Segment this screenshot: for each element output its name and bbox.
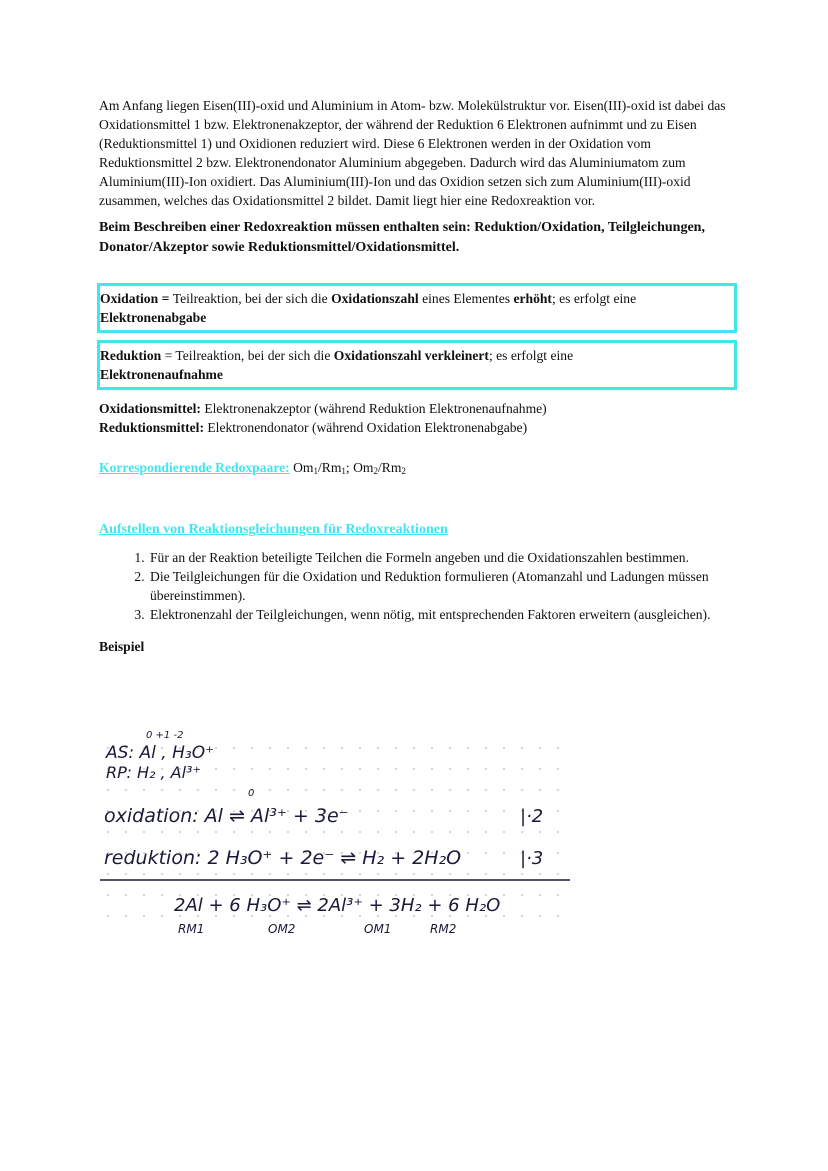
grid-dot [305,789,307,791]
grid-dot [233,747,235,749]
section-title: Aufstellen von Reaktionsgleichungen für Redoxreaktionen [99,522,448,537]
grid-dot [251,768,253,770]
grid-dot [161,789,163,791]
reduktion-strong-2: Elektronenaufnahme [100,367,223,382]
grid-dot [557,915,559,917]
grid-dot [431,747,433,749]
grid-dot [467,810,469,812]
grid-dot [521,831,523,833]
grid-dot [125,831,127,833]
grid-dot [233,768,235,770]
grid-dot [251,831,253,833]
grid-dot [503,873,505,875]
grid-dot [215,768,217,770]
grid-dot [359,747,361,749]
intro-paragraph: Am Anfang liegen Eisen(III)-oxid und Aluminium in Atom- bzw. Molekülstruktur vor. Eisen(III)-oxid ist dabei das Oxidationsmittel 1 bzw. Elektronenakzeptor, der während der Reduktion 6 Elektronen aufnimmt und zu Eisen (Reduktionsmittel 1) und Oxidionen reduziert wird. Diese 6 Elektronen werden in der Oxidation vom Reduktionsmittel 2 bzw. Elektronendonator Aluminium abgegeben. Dadurch wird das Aluminiumatom zum Aluminium(III)-Ion oxidiert. Das Aluminium(III)-Ion und das Oxidion setzen sich zum Aluminium(III)-oxid zusammen, welches das Oxidationsmittel 2 bildet. Damit liegt hier eine Redoxreaktion vor. [99,98,726,208]
list-item: 1. Für an der Reaktion beteiligte Teilchen die Formeln angeben und die Oxidationszahlen bestimmen. [148,548,739,567]
grid-dot [557,747,559,749]
grid-dot [503,768,505,770]
grid-dot [377,831,379,833]
hw-ox-numbers: 0 +1 -2 [146,730,184,741]
hw-reduktion-line: reduktion: 2 H₃O⁺ + 2e⁻ ⇌ H₂ + 2H₂O [104,847,462,869]
grid-dot [485,747,487,749]
redox-sep-3: / [377,460,382,475]
redox-om-1: Om [293,460,314,475]
grid-dot [197,789,199,791]
grid-dot [503,894,505,896]
grid-dot [539,768,541,770]
grid-dot [323,768,325,770]
grid-dot [125,873,127,875]
grid-dot [269,873,271,875]
grid-dot [287,768,289,770]
grid-dot [413,873,415,875]
grid-dot [359,768,361,770]
grid-dot [449,873,451,875]
hw-rp-line: RP: H₂ , Al³⁺ [106,763,201,782]
grid-dot [539,789,541,791]
grid-dot [161,831,163,833]
grid-dot [251,873,253,875]
grid-dot [413,747,415,749]
grid-dot [197,873,199,875]
hw-total-line: 2Al + 6 H₃O⁺ ⇌ 2Al³⁺ + 3H₂ + 6 H₂O [174,895,501,916]
hw-reduktion-factor: |·3 [520,848,544,869]
redox-om-2: Om [353,460,374,475]
grid-dot [467,831,469,833]
grid-dot [287,831,289,833]
grid-dot [413,789,415,791]
redoxpaare-label: Korrespondierende Redoxpaare: [99,460,290,475]
grid-dot [359,789,361,791]
reduktion-definition-box [97,340,737,390]
grid-dot [287,747,289,749]
grid-dot [107,831,109,833]
redox-sub-1: 1 [313,466,318,476]
grid-dot [449,747,451,749]
grid-dot [521,873,523,875]
grid-dot [413,768,415,770]
grid-dot [503,915,505,917]
grid-dot [557,768,559,770]
grid-dot [503,747,505,749]
grid-dot [341,768,343,770]
grid-dot [233,873,235,875]
grid-dot [467,747,469,749]
hw-as-line: AS: Al , H₃O⁺ [106,743,215,763]
oxidationsmittel-text: Elektronenakzeptor (während Reduktion Elektronenaufnahme) [200,401,547,416]
grid-dot [539,915,541,917]
oxidation-text-2: eines Elementes [418,291,514,306]
redox-sep-1: / [317,460,322,475]
grid-dot [485,873,487,875]
grid-dot [305,873,307,875]
hw-label-om2: OM2 [268,922,296,936]
hw-oxidation-zero: 0 [248,788,255,799]
grid-dot [431,810,433,812]
grid-dot [377,873,379,875]
grid-dot [125,894,127,896]
hw-label-om1: OM1 [364,922,392,936]
grid-dot [269,831,271,833]
grid-dot [413,831,415,833]
oxidation-strong-2: erhöht [513,291,552,306]
grid-dot [179,789,181,791]
grid-dot [161,873,163,875]
oxidation-term: Oxidation = [100,291,173,306]
grid-dot [449,810,451,812]
grid-dot [107,915,109,917]
oxidation-definition-box [97,283,737,333]
grid-dot [557,810,559,812]
grid-dot [323,789,325,791]
grid-dot [449,768,451,770]
grid-dot [431,831,433,833]
grid-dot [233,789,235,791]
grid-dot [287,873,289,875]
reduktionsmittel-term: Reduktionsmittel: [99,420,204,435]
grid-dot [431,789,433,791]
grid-dot [305,831,307,833]
grid-dot [359,810,361,812]
grid-dot [413,810,415,812]
grid-dot [395,810,397,812]
grid-dot [503,810,505,812]
oxidationsmittel-line [99,399,739,418]
grid-dot [539,894,541,896]
grid-dot [107,873,109,875]
list-item: 3. Elektronenzahl der Teilgleichungen, wenn nötig, mit entsprechenden Faktoren erweitern (ausgleichen). [148,605,739,624]
grid-dot [197,831,199,833]
grid-dot [395,873,397,875]
redox-sep-2: ; [345,460,354,475]
grid-dot [359,831,361,833]
grid-dot [485,852,487,854]
oxidation-text-3: ; es erfolgt eine [551,291,637,306]
grid-dot [125,789,127,791]
redox-rm-2: Rm [381,460,402,475]
grid-dot [215,831,217,833]
hw-label-rm1: RM1 [178,922,205,936]
grid-dot [521,747,523,749]
hw-oxidation-line: oxidation: Al ⇌ Al³⁺ + 3e⁻ [104,805,349,827]
grid-dot [215,789,217,791]
redoxpaare-line [99,458,739,481]
grid-dot [431,873,433,875]
redox-sub-4: 2 [401,466,406,476]
redox-rm-1: Rm [321,460,342,475]
steps-list [99,548,739,624]
reduktion-definition [100,346,734,384]
reduktion-text-1: = Teilreaktion, bei der sich die [161,348,334,363]
grid-dot [539,831,541,833]
grid-dot [557,894,559,896]
reduktion-strong-1: Oxidationszahl verkleinert [333,348,489,363]
grid-dot [467,873,469,875]
reduktion-term: Reduktion [100,348,162,363]
grid-dot [377,810,379,812]
grid-dot [269,789,271,791]
grid-dot [503,789,505,791]
grid-dot [251,747,253,749]
grid-dot [341,747,343,749]
grid-dot [485,789,487,791]
grid-dot [143,831,145,833]
grid-dot [485,810,487,812]
hw-oxidation-factor: |·2 [520,806,544,827]
grid-dot [539,747,541,749]
reduktionsmittel-text: Elektronendonator (während Oxidation Elektronenabgabe) [203,420,528,435]
grid-dot [377,747,379,749]
grid-dot [557,789,559,791]
grid-dot [215,873,217,875]
grid-dot [485,768,487,770]
grid-dot [107,789,109,791]
grid-dot [503,852,505,854]
grid-dot [323,831,325,833]
grid-dot [233,831,235,833]
hw-label-rm2: RM2 [430,922,457,936]
grid-dot [467,768,469,770]
grid-dot [161,894,163,896]
grid-dot [359,873,361,875]
reduktionsmittel-line [99,418,739,437]
handwritten-example [100,724,580,939]
grid-dot [161,915,163,917]
grid-dot [143,915,145,917]
grid-dot [395,831,397,833]
redox-sub-3: 2 [373,466,378,476]
grid-dot [449,831,451,833]
grid-dot [395,768,397,770]
example-label: Beispiel [99,639,145,654]
grid-dot [269,768,271,770]
grid-dot [395,747,397,749]
grid-dot [539,873,541,875]
grid-dot [557,873,559,875]
grid-dot [323,873,325,875]
grid-dot [305,768,307,770]
oxidation-definition [100,289,734,327]
grid-dot [269,747,271,749]
grid-dot [341,873,343,875]
reduktion-text-2: ; es erfolgt eine [488,348,574,363]
grid-dot [521,789,523,791]
grid-dot [125,915,127,917]
grid-dot [143,894,145,896]
grid-dot [377,789,379,791]
redox-sub-2: 1 [341,466,346,476]
grid-dot [179,873,181,875]
grid-dot [485,831,487,833]
grid-dot [287,789,289,791]
grid-dot [323,747,325,749]
grid-dot [467,852,469,854]
grid-dot [143,873,145,875]
oxidationsmittel-term: Oxidationsmittel: [99,401,201,416]
summary-paragraph: Beim Beschreiben einer Redoxreaktion müssen enthalten sein: Reduktion/Oxidation, Teilgleichungen, Donator/Akzeptor sowie Reduktionsmittel/Oxidationsmittel. [99,220,705,255]
grid-dot [107,894,109,896]
grid-dot [341,789,343,791]
oxidation-text-1: Teilreaktion, bei der sich die [172,291,332,306]
oxidation-strong-1: Oxidationszahl [331,291,419,306]
grid-dot [467,789,469,791]
grid-dot [215,747,217,749]
grid-dot [557,852,559,854]
grid-dot [143,789,145,791]
grid-dot [395,789,397,791]
list-item: 2. Die Teilgleichungen für die Oxidation und Reduktion formulieren (Atomanzahl und Ladungen müssen übereinstimmen). [148,567,739,605]
grid-dot [179,831,181,833]
document-page [99,96,739,656]
grid-dot [521,768,523,770]
grid-dot [341,831,343,833]
oxidation-strong-3: Elektronenabgabe [100,310,207,325]
grid-dot [521,894,523,896]
grid-dot [557,831,559,833]
grid-dot [521,915,523,917]
grid-dot [503,831,505,833]
grid-dot [305,747,307,749]
grid-dot [377,768,379,770]
grid-dot [431,768,433,770]
grid-dot [449,789,451,791]
